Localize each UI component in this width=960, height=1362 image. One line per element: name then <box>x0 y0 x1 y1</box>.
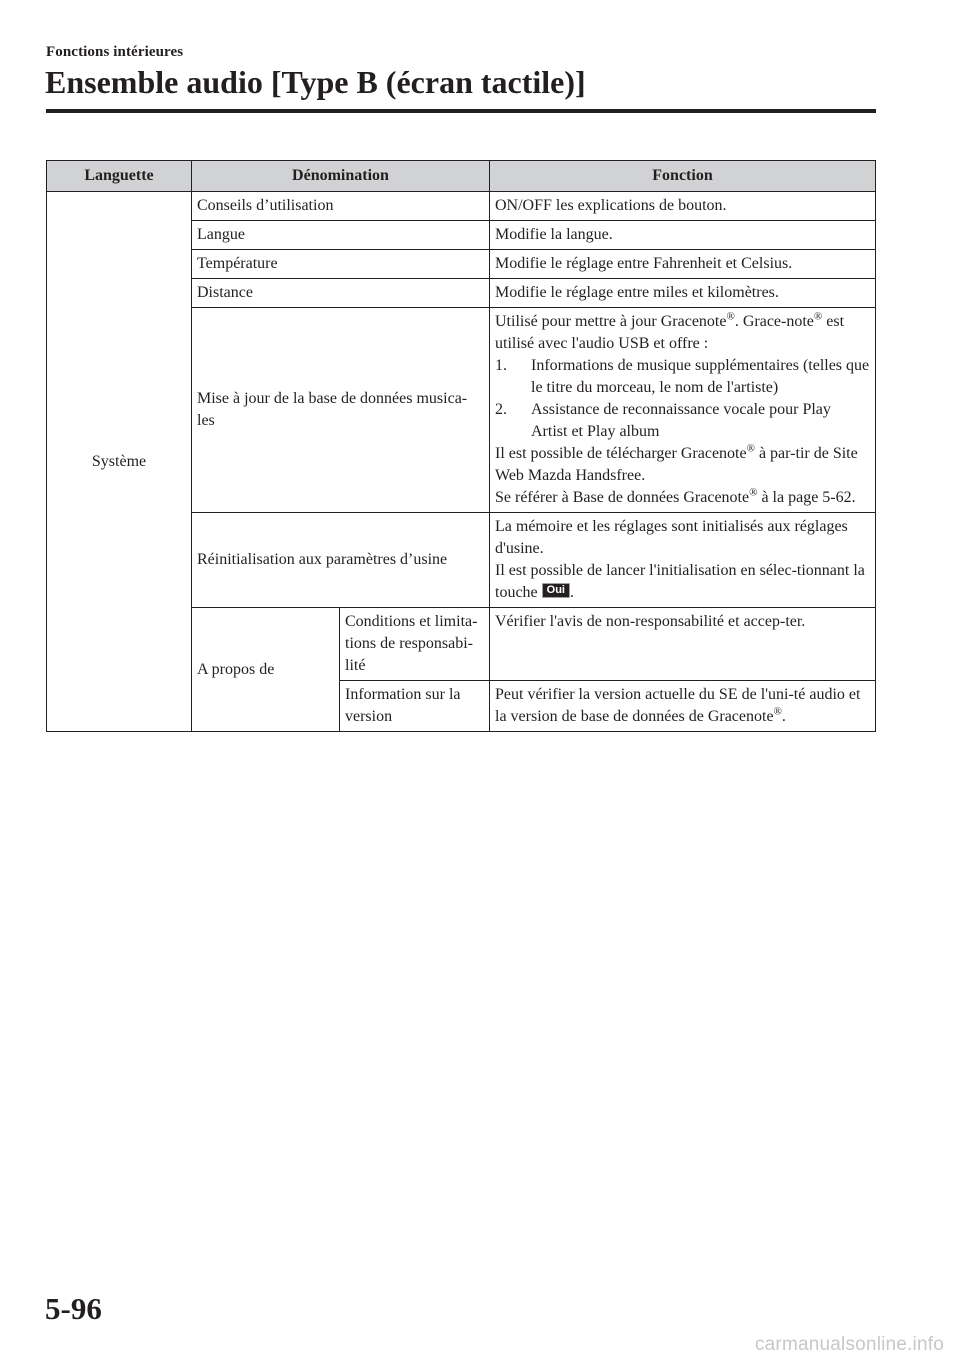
function-cell <box>490 308 876 513</box>
settings-table <box>46 160 876 732</box>
name-cell: Langue <box>192 221 490 250</box>
subname-cell: Conditions et limita-tions de responsabi-lité <box>340 608 490 681</box>
name-cell: Mise à jour de la base de données musica-les <box>192 308 490 513</box>
function-cell: Peut vérifier la version actuelle du SE de l'uni-té audio et la version de base de données de Gracenote®. <box>490 681 876 732</box>
registered-mark: ® <box>773 705 782 718</box>
registered-mark: ® <box>749 486 758 499</box>
subname-cell: Information sur la version <box>340 681 490 732</box>
table-row <box>47 192 876 221</box>
list-item: 1. Informations de musique supplémentaires (telles que le titre du morceau, le nom de l'artiste) <box>495 357 870 396</box>
function-cell: Vérifier l'avis de non-responsabilité et accep-ter. <box>490 608 876 681</box>
table-header-row <box>47 161 876 192</box>
name-cell: Distance <box>192 279 490 308</box>
function-cell: Modifie le réglage entre Fahrenheit et Celsius. <box>490 250 876 279</box>
title-rule <box>46 109 876 113</box>
name-cell: A propos de <box>192 608 340 732</box>
list-item: 2. Assistance de reconnaissance vocale pour Play Artist et Play album <box>495 401 831 440</box>
page-number: 5-96 <box>45 1291 102 1326</box>
name-cell: Conseils d’utilisation <box>192 192 490 221</box>
function-cell: ON/OFF les explications de bouton. <box>490 192 876 221</box>
section-label: Fonctions intérieures <box>46 44 184 60</box>
name-cell: Température <box>192 250 490 279</box>
oui-key-icon: Oui <box>542 583 570 598</box>
name-cell: Réinitialisation aux paramètres d’usine <box>192 513 490 608</box>
page-title: Ensemble audio [Type B (écran tactile)] <box>45 64 586 100</box>
watermark: carmanualsonline.info <box>754 1334 944 1355</box>
header-name: Dénomination <box>192 161 490 192</box>
function-cell: Modifie le réglage entre miles et kilomètres. <box>490 279 876 308</box>
download-note: Il est possible de télécharger Gracenote® à par-tir de Site Web Mazda Handsfree. <box>495 442 858 484</box>
function-cell: La mémoire et les réglages sont initialisés aux réglages d'usine. Il est possible de lancer l'initialisation en sélec-tionnant la touche Oui . <box>490 513 876 608</box>
function-cell: Modifie la langue. <box>490 221 876 250</box>
header-tab: Languette <box>47 161 192 192</box>
tab-cell-systeme: Système <box>47 192 192 732</box>
registered-mark: ® <box>813 310 823 323</box>
database-intro: Utilisé pour mettre à jour Gracenote®. Grace-note® est utilisé avec l'audio USB et offre : <box>495 310 845 352</box>
page-reference: Se référer à Base de données Gracenote® à la page 5-62. <box>495 486 856 506</box>
registered-mark: ® <box>746 442 755 455</box>
header-function: Fonction <box>490 161 876 192</box>
registered-mark: ® <box>726 310 735 323</box>
